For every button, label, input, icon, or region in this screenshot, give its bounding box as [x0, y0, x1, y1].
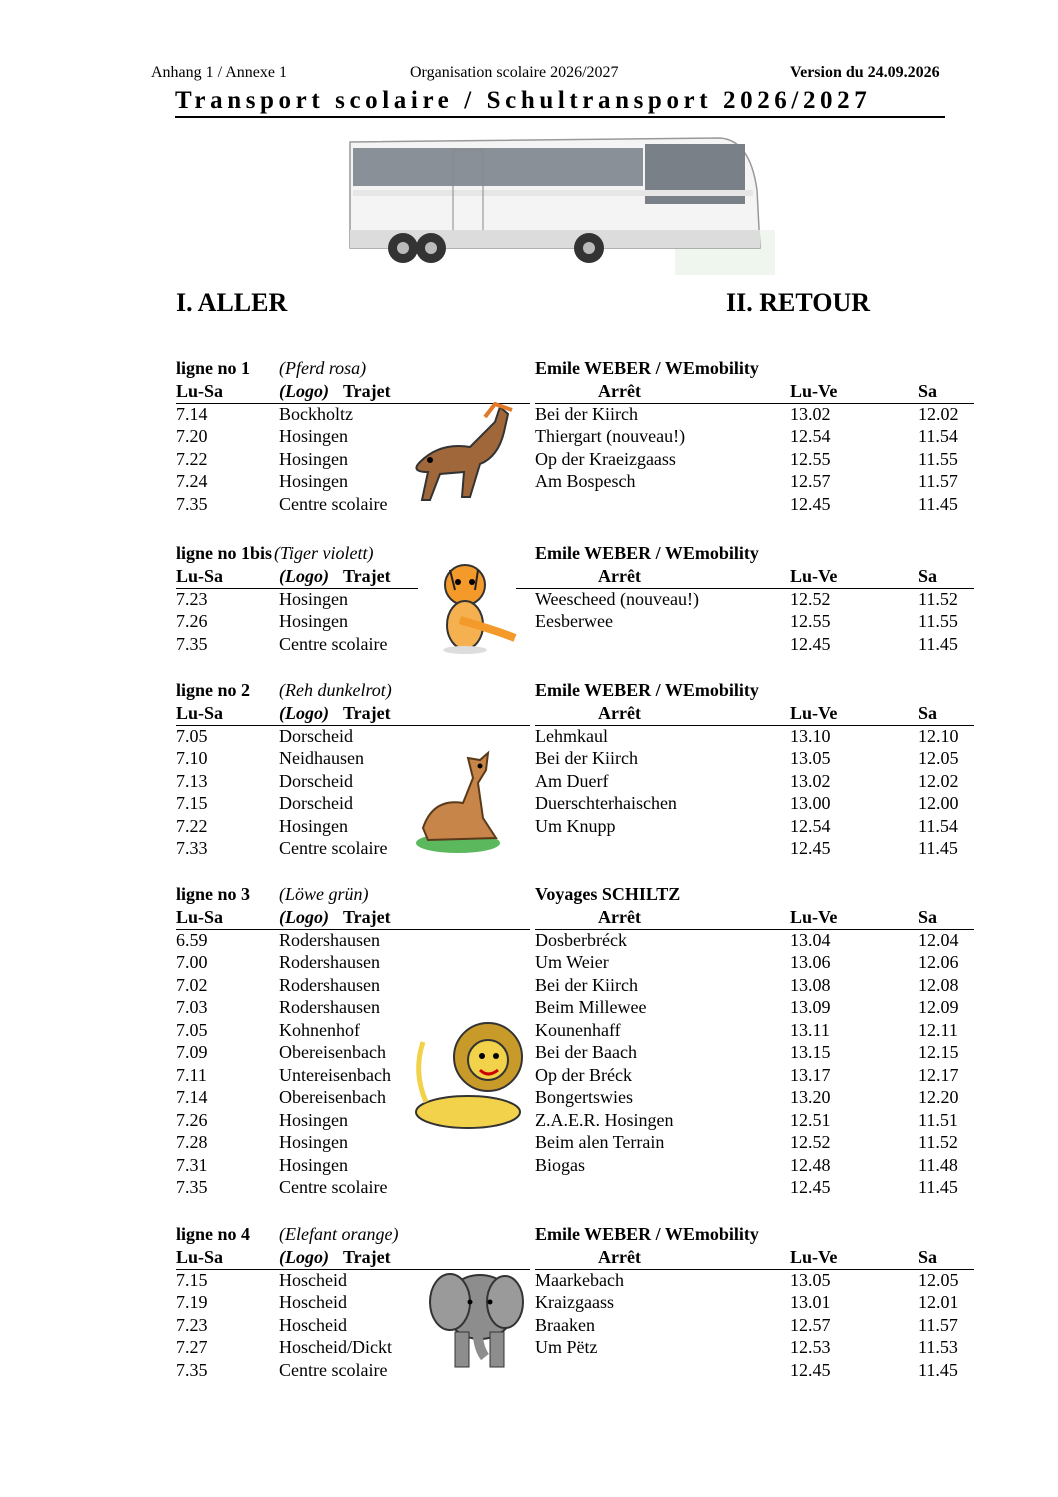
aller-stop: Hosingen [279, 448, 348, 469]
annex-label: Anhang 1 / Annexe 1 [151, 64, 287, 81]
aller-stop: Centre scolaire [279, 838, 388, 858]
lion-icon [408, 1012, 533, 1137]
retour-stop: Beim alen Terrain [535, 1132, 665, 1152]
aller-stop: Hosingen [279, 1154, 348, 1175]
aller-stop: Neidhausen [279, 748, 364, 768]
col-luve: Lu-Ve [790, 907, 838, 927]
line-operator: Voyages SCHILTZ [535, 884, 681, 904]
retour-time-luve: 13.15 [790, 1042, 831, 1062]
retour-stop: Kraizgaass [535, 1292, 614, 1312]
retour-time-luve: 12.57 [790, 471, 831, 491]
aller-stop: Bockholtz [279, 403, 353, 424]
retour-stop: Um Knupp [535, 815, 616, 836]
retour-stop: Kounenhaff [535, 1019, 621, 1040]
line-name: ligne no 1bis [176, 543, 273, 563]
aller-stop: Hosingen [279, 611, 348, 631]
retour-time-sa: 12.11 [918, 1019, 958, 1040]
col-sa: Sa [918, 703, 938, 723]
col-lusa: Lu-Sa [176, 1247, 224, 1267]
retour-stop: Bongertswies [535, 1087, 633, 1107]
col-trajet: Trajet [343, 381, 391, 401]
line-operator: Emile WEBER / WEmobility [535, 543, 759, 563]
retour-time-sa: 11.53 [918, 1337, 958, 1357]
aller-stop: Centre scolaire [279, 633, 388, 654]
retour-time-sa: 12.10 [918, 725, 959, 746]
retour-time-luve: 13.08 [790, 974, 831, 995]
col-sa: Sa [918, 381, 938, 401]
aller-stop: Obereisenbach [279, 1042, 386, 1062]
retour-stop: Um Weier [535, 952, 609, 972]
retour-time-sa: 11.45 [918, 1177, 958, 1197]
section-aller: I. ALLER [176, 288, 288, 317]
organisation-label: Organisation scolaire 2026/2027 [410, 64, 619, 81]
retour-time-luve: 13.02 [790, 403, 831, 424]
col-lusa: Lu-Sa [176, 703, 224, 723]
col-logo: (Logo) [279, 907, 329, 927]
aller-stop: Hosingen [279, 815, 348, 836]
retour-time-sa: 12.05 [918, 748, 959, 768]
retour-stop: Duerschterhaischen [535, 793, 677, 813]
retour-time-luve: 13.17 [790, 1064, 831, 1085]
retour-time-sa: 12.05 [918, 1269, 959, 1290]
retour-stop: Bei der Kiirch [535, 974, 638, 995]
aller-stop: Untereisenbach [279, 1064, 391, 1085]
aller-stop: Hosingen [279, 588, 348, 609]
retour-time-luve: 13.01 [790, 1292, 831, 1312]
retour-stop: Am Bospesch [535, 471, 636, 491]
aller-time: 7.24 [176, 471, 208, 491]
aller-time: 7.35 [176, 633, 208, 654]
retour-time-luve: 12.54 [790, 815, 831, 836]
aller-stop: Rodershausen [279, 929, 380, 950]
retour-time-luve: 12.45 [790, 1359, 831, 1380]
col-arret: Arrêt [598, 907, 641, 927]
col-lusa: Lu-Sa [176, 907, 224, 927]
retour-time-luve: 13.05 [790, 748, 831, 768]
retour-stop: Op der Kraeizgaass [535, 448, 676, 469]
aller-time: 7.15 [176, 793, 208, 813]
aller-time: 7.05 [176, 725, 208, 746]
col-arret: Arrêt [598, 566, 641, 586]
aller-time: 7.13 [176, 770, 208, 791]
col-trajet: Trajet [343, 1247, 391, 1267]
retour-time-sa: 12.02 [918, 403, 959, 424]
retour-time-luve: 13.11 [790, 1019, 830, 1040]
retour-time-luve: 12.57 [790, 1314, 831, 1335]
retour-time-luve: 13.00 [790, 793, 831, 813]
retour-time-luve: 13.04 [790, 929, 831, 950]
retour-time-sa: 11.57 [918, 471, 958, 491]
line-logo-label: (Löwe grün) [279, 884, 369, 904]
retour-time-sa: 11.45 [918, 1359, 958, 1380]
col-sa: Sa [918, 566, 938, 586]
aller-stop: Rodershausen [279, 997, 380, 1017]
retour-time-sa: 11.54 [918, 426, 958, 446]
retour-stop: Beim Millewee [535, 997, 647, 1017]
line-logo-label: (Tiger violett) [274, 543, 374, 563]
aller-time: 7.02 [176, 974, 208, 995]
aller-time: 7.23 [176, 1314, 208, 1335]
aller-time: 7.35 [176, 493, 208, 514]
retour-time-luve: 13.10 [790, 725, 831, 746]
col-trajet: Trajet [343, 566, 391, 586]
retour-time-luve: 12.55 [790, 611, 831, 631]
retour-time-sa: 12.09 [918, 997, 959, 1017]
retour-time-luve: 12.54 [790, 426, 831, 446]
retour-stop: Eesberwee [535, 611, 613, 631]
retour-time-luve: 13.05 [790, 1269, 831, 1290]
aller-time: 7.14 [176, 403, 208, 424]
retour-stop: Bei der Baach [535, 1042, 637, 1062]
aller-time: 7.35 [176, 1177, 208, 1197]
retour-time-sa: 11.52 [918, 588, 958, 609]
retour-time-sa: 11.57 [918, 1314, 958, 1335]
aller-stop: Hosingen [279, 471, 348, 491]
aller-time: 7.11 [176, 1064, 207, 1085]
col-luve: Lu-Ve [790, 566, 838, 586]
col-arret: Arrêt [598, 381, 641, 401]
retour-time-luve: 12.48 [790, 1154, 831, 1175]
aller-time: 7.33 [176, 838, 208, 858]
section-retour: II. RETOUR [726, 288, 871, 317]
retour-time-sa: 11.52 [918, 1132, 958, 1152]
retour-time-sa: 11.45 [918, 633, 958, 654]
retour-time-sa: 11.51 [918, 1109, 958, 1130]
aller-time: 7.22 [176, 448, 208, 469]
page-title: Transport scolaire / Schultransport 2026/2027 [175, 86, 945, 118]
retour-time-luve: 13.20 [790, 1087, 831, 1107]
retour-time-luve: 12.45 [790, 633, 831, 654]
aller-time: 7.35 [176, 1359, 208, 1380]
aller-stop: Centre scolaire [279, 493, 388, 514]
aller-stop: Hoscheid [279, 1292, 347, 1312]
retour-time-luve: 12.45 [790, 1177, 831, 1197]
col-logo: (Logo) [279, 1247, 329, 1267]
aller-time: 7.23 [176, 588, 208, 609]
bus-icon [345, 130, 775, 280]
aller-time: 7.15 [176, 1269, 208, 1290]
retour-stop: Bei der Kiirch [535, 403, 638, 424]
col-lusa: Lu-Sa [176, 566, 224, 586]
col-sa: Sa [918, 907, 938, 927]
tiger-icon [420, 560, 520, 655]
retour-stop: Um Pëtz [535, 1337, 598, 1357]
retour-stop: Thiergart (nouveau!) [535, 426, 686, 446]
elephant-icon [425, 1262, 525, 1372]
aller-stop: Dorscheid [279, 725, 353, 746]
horse-icon [400, 402, 520, 512]
retour-time-sa: 12.15 [918, 1042, 959, 1062]
aller-time: 7.28 [176, 1132, 208, 1152]
line-name: ligne no 2 [176, 680, 251, 700]
aller-stop: Hosingen [279, 1109, 348, 1130]
col-trajet: Trajet [343, 907, 391, 927]
aller-time: 7.20 [176, 426, 208, 446]
aller-time: 6.59 [176, 929, 208, 950]
retour-stop: Weescheed (nouveau!) [535, 588, 699, 609]
line-operator: Emile WEBER / WEmobility [535, 680, 759, 700]
retour-time-luve: 13.02 [790, 770, 831, 791]
line-logo-label: (Reh dunkelrot) [279, 680, 392, 700]
retour-time-sa: 12.06 [918, 952, 959, 972]
version-label: Version du 24.09.2026 [790, 64, 940, 81]
aller-stop: Hosingen [279, 1132, 348, 1152]
line-name: ligne no 4 [176, 1224, 251, 1244]
line-operator: Emile WEBER / WEmobility [535, 358, 759, 378]
retour-time-luve: 12.45 [790, 838, 831, 858]
retour-time-luve: 12.45 [790, 493, 831, 514]
aller-stop: Centre scolaire [279, 1177, 388, 1197]
retour-stop: Biogas [535, 1154, 586, 1175]
col-logo: (Logo) [279, 381, 329, 401]
retour-stop: Am Duerf [535, 770, 609, 791]
retour-time-sa: 12.02 [918, 770, 959, 791]
line-logo-label: (Pferd rosa) [279, 358, 367, 378]
aller-time: 7.05 [176, 1019, 208, 1040]
col-logo: (Logo) [279, 566, 329, 586]
retour-time-sa: 12.08 [918, 974, 959, 995]
retour-time-sa: 11.54 [918, 815, 958, 836]
retour-stop: Lehmkaul [535, 725, 608, 746]
col-luve: Lu-Ve [790, 1247, 838, 1267]
retour-time-luve: 12.52 [790, 1132, 831, 1152]
aller-stop: Centre scolaire [279, 1359, 388, 1380]
col-arret: Arrêt [598, 1247, 641, 1267]
col-logo: (Logo) [279, 703, 329, 723]
aller-stop: Dorscheid [279, 793, 353, 813]
aller-time: 7.19 [176, 1292, 208, 1312]
retour-stop: Maarkebach [535, 1269, 624, 1290]
retour-stop: Dosberbréck [535, 929, 627, 950]
retour-time-sa: 12.01 [918, 1292, 959, 1312]
retour-stop: Z.A.E.R. Hosingen [535, 1109, 674, 1130]
aller-stop: Hoscheid [279, 1314, 347, 1335]
aller-stop: Rodershausen [279, 974, 380, 995]
retour-time-luve: 13.09 [790, 997, 831, 1017]
col-arret: Arrêt [598, 703, 641, 723]
aller-time: 7.14 [176, 1087, 208, 1107]
col-luve: Lu-Ve [790, 381, 838, 401]
line-logo-label: (Elefant orange) [279, 1224, 399, 1244]
aller-stop: Hoscheid [279, 1269, 347, 1290]
retour-time-luve: 13.06 [790, 952, 831, 972]
retour-time-sa: 11.45 [918, 493, 958, 514]
retour-time-luve: 12.55 [790, 448, 831, 469]
aller-stop: Hoscheid/Dickt [279, 1337, 392, 1357]
aller-stop: Kohnenhof [279, 1019, 360, 1040]
line-name: ligne no 1 [176, 358, 251, 378]
aller-stop: Hosingen [279, 426, 348, 446]
retour-time-sa: 12.17 [918, 1064, 959, 1085]
retour-time-sa: 11.55 [918, 448, 958, 469]
retour-stop: Op der Bréck [535, 1064, 632, 1085]
deer-icon [408, 748, 503, 853]
aller-time: 7.09 [176, 1042, 208, 1062]
aller-stop: Obereisenbach [279, 1087, 386, 1107]
col-lusa: Lu-Sa [176, 381, 224, 401]
aller-time: 7.27 [176, 1337, 208, 1357]
retour-time-sa: 12.04 [918, 929, 959, 950]
aller-stop: Rodershausen [279, 952, 380, 972]
aller-time: 7.00 [176, 952, 208, 972]
retour-stop: Braaken [535, 1314, 595, 1335]
retour-time-luve: 12.53 [790, 1337, 831, 1357]
col-trajet: Trajet [343, 703, 391, 723]
retour-time-sa: 12.20 [918, 1087, 959, 1107]
retour-time-luve: 12.51 [790, 1109, 831, 1130]
retour-time-sa: 12.00 [918, 793, 959, 813]
aller-time: 7.03 [176, 997, 208, 1017]
header-rule-aller [176, 725, 530, 726]
retour-time-luve: 12.52 [790, 588, 831, 609]
aller-time: 7.31 [176, 1154, 208, 1175]
aller-time: 7.26 [176, 611, 208, 631]
retour-time-sa: 11.48 [918, 1154, 958, 1175]
aller-stop: Dorscheid [279, 770, 353, 791]
retour-stop: Bei der Kiirch [535, 748, 638, 768]
aller-time: 7.10 [176, 748, 208, 768]
line-operator: Emile WEBER / WEmobility [535, 1224, 759, 1244]
col-luve: Lu-Ve [790, 703, 838, 723]
col-sa: Sa [918, 1247, 938, 1267]
aller-time: 7.26 [176, 1109, 208, 1130]
retour-time-sa: 11.45 [918, 838, 958, 858]
line-name: ligne no 3 [176, 884, 251, 904]
retour-time-sa: 11.55 [918, 611, 958, 631]
aller-time: 7.22 [176, 815, 208, 836]
